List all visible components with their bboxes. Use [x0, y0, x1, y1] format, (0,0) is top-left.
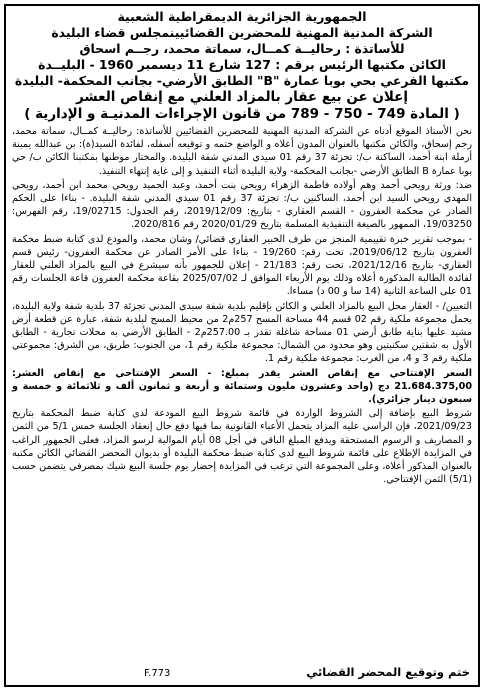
paragraph-auction-date: - بموجب تقرير خبرة تقييمية المنجز من طرف الخبير العقاري قضائي/ وشان محمد، والمودع لدى كتابة ضبط محكمة العفرون بتاريخ 2019/06/12، تحت رقم: 19/260 - بناءا على الأمر الصادر عن محكمة العفرون- رئيس قسم العقاري- بتاريخ 2021/12/16، تحت رقم: 21/183 - إعلان للجمهور بأنه سيشرع في البيع بالمزاد العلني للعقار لفائدة الطالبة المذكورة أعلاه وذلك يوم الأربعاء الموافق لـ 2025/07/02 بقاعة محكمة العفرون قاعة الجلسات رقم 01 على الساعة الثانية (14 سا و 00 د) مساءا. — [12, 233, 472, 298]
paragraph-defendants: ضد: ورثة رويحي أحمد وهم أولاده فاطمة الزهراء رويحي بنت أحمد، وعبد الحميد رويحي محمد ابن أحمد، رويحي المهدي رويحي السيد ابن أحمد، الساكنين ب/: تجزئة 37 رقم 01 سيدي المدني شفة البليدة. - بناءا على الحكم الصادر عن محكمة العفرون - القسم العقاري - بتاريخ: 2019/12/09، رقم الجدول: 19/02715، رقم الفهرس: 19/03250، الممهور بالصيغة التنفيذية المسلمة بتاريخ 2020/01/29 رقم 2020/816. — [12, 179, 473, 231]
bailiff-signature-label: ختم وتوقيع المحضر القضائي — [306, 665, 470, 679]
paragraph-property-description: التعيين/ - العقار محل البيع بالمزاد العلني و الكائن بإقليم بلدية شفة سيدي المدني تجزئة 37 بلدية شفة ولاية البليدة، يحمل مجموعة ملكية رقم 02 قسم 44 مساحة المسح 257م2 من محيط المسح لبلدية شفة، عبارة عن قطعة أرض مشيد عليها بناية طابق أرضي 01 مساحة شاغلة تقدر بـ 257.00م2 - الطابق الأرضي به محلات تجارية - الطابق الأول به شقتين سكنيتين وهو محدود من الشمال: مجموعة ملكية رقم 1، من الجنوب: طريق، من الشرق: مجموعتي ملكية رقم 3 و 4، من الغرب: مجموعة ملكية رقم 1. — [12, 300, 472, 365]
reference-number: F.773 — [144, 668, 171, 679]
paragraph-claimant: نحن الأستاذ الموقع أدناه عن الشركة المدنية المهنية للمحضرين القضائيين للأساتذة: رحاليــة كمــال، سماتة محمد، رجم إسحاق، والكائن مكتبها بالعنوان المدون أعلاه و الواضع ختمه و توقيعه أسفله، لفائدة السيد(ة): بن عبدالله يمينة أرملة ابنة أحمد، الساكنة ب/: تجزئة 37 رقم 01 سيدي المدني شفة البليدة. والمختار موطنها بمكتبنا الكائن ب/ حي بوبا عمارة B الطابق الأرضي -بجانب المحكمة- ولاية البليدة أثناء التنفيذ و إلى غاية إنتهاء التنفيذ. — [12, 126, 473, 177]
notice-header — [12, 9, 472, 123]
paragraph-sale-conditions: شروط البيع بإضافة إلى الشروط الواردة في قائمة شروط البيع المودعة لدى كتابة ضبط المحكمة بتاريخ 2021/09/23، فإن الراسي عليه المزاد يتحمل الأعباء القانونية بما فيها دفع حال إنعقاد الجلسة خمس 5/1 من الثمن و المصاريف و الرسوم المستحقة ويدفع المبلغ الباقي في أجل 08 أيام الموالية لرسو المزاد، فعلى الجمهور الراغب في المزايدة الإطلاع على قائمة شروط البيع لدى كتابة ضبط محكمة البليدة أو بديوان المحضر القضائي الكائن مكتبه بالعنوان المذكور أعلاه، وعلى المجموعة التي ترغب في المزايدة إحضار يوم جلسة البيع شيك بمصرفي يتضمن حسب (5/1) الثمن الإفتتاحي. — [12, 408, 472, 486]
republic-title: الجمهورية الجزائرية الديمقراطية الشعبية — [117, 9, 367, 24]
paragraph-opening-price: السعر الإفتتاحي مع إنقاص العشر يقدر بمبلغ: - السعر الإفتتاحي مع إنقاص العشر: 21.684.375,00 دج (واحد وعشرون مليون وستمائة و أربعة و ثمانون ألف و ثلاثمائة و خمسة و سبعون دينار جزائري). — [12, 367, 472, 406]
notice-footer — [14, 659, 470, 679]
legal-articles: ( المادة 749 - 750 - 789 من قانون الإجراءات المدنيـة و الإدارية ) — [24, 106, 460, 122]
branch-office-address: مكتبها الفرعي بحي بوبا عمارة "B" الطابق الأرضي- بجانب المحكمة- البليدة — [14, 73, 470, 88]
main-office-address: الكائن مكتبها الرئيس برقم : 127 شارع 11 ديسمبر 1960 - البليــدة — [38, 57, 446, 72]
company-name: الشركة المدنية المهنية للمحضرين القضائيينمجلس قضاء البليدة — [51, 25, 433, 40]
notice-body — [12, 125, 472, 486]
notice-title: إعلان عن بيع عقار بالمزاد العلني مع إنقاص العشر — [75, 89, 409, 105]
bailiffs-names: للأساتذة : رحاليــة كمــال، سماتة محمد، رجــم اسحاق — [79, 41, 405, 56]
legal-notice-page — [4, 4, 480, 687]
